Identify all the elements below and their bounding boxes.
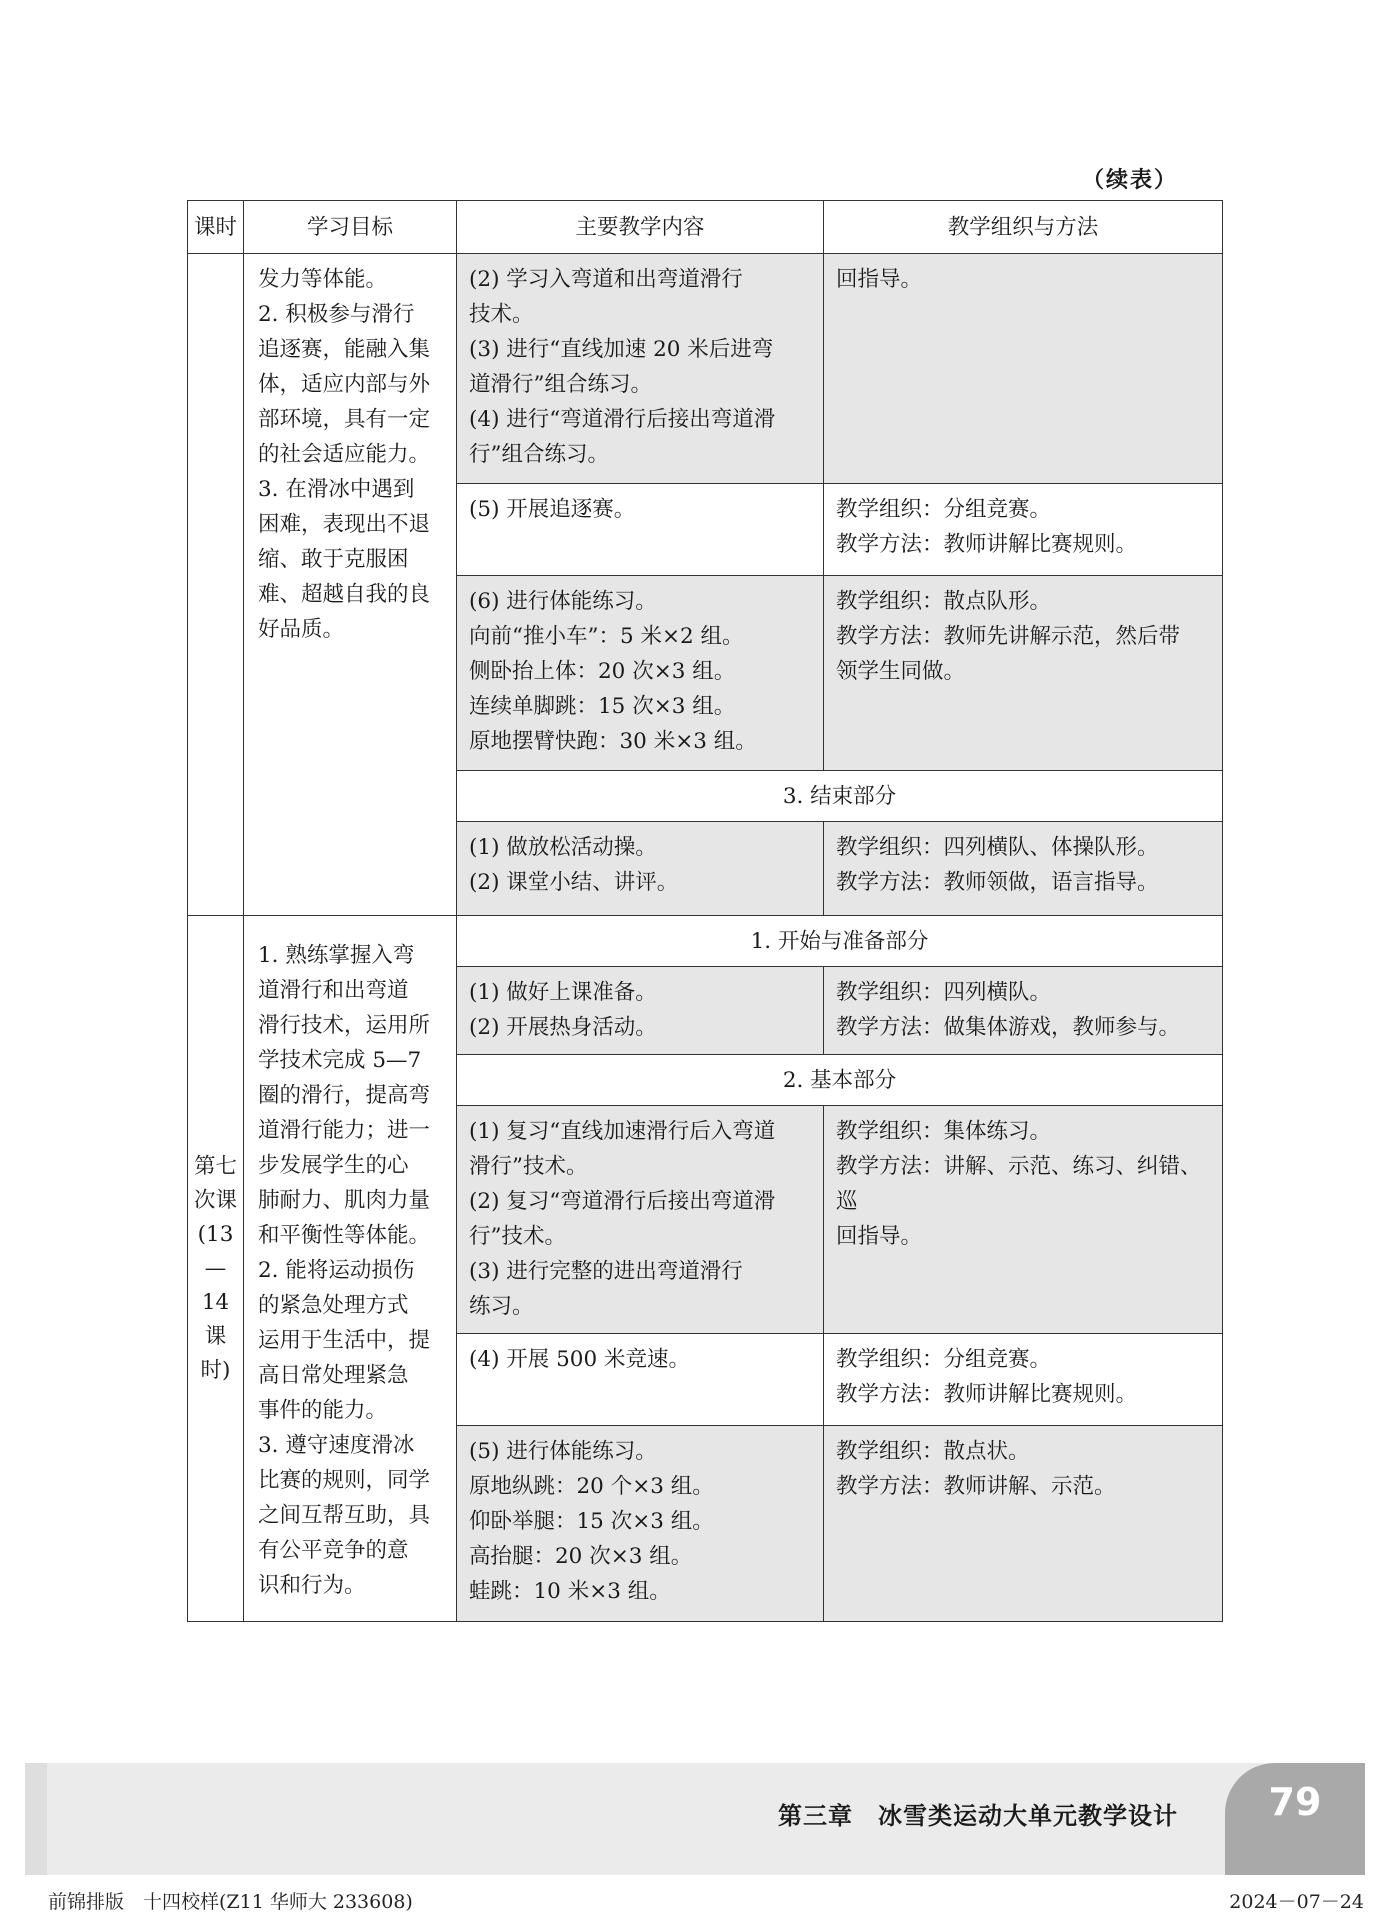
continued-label: （续表） [1081, 168, 1178, 193]
content-cell: (6) 进行体能练习。 向前“推小车”：5 米×2 组。 侧卧抬上体：20 次×3 组。 连续单脚跳：15 次×3 组。 原地摆臂快跑：30 米×3 组。 [457, 576, 824, 771]
period-cell [188, 254, 244, 916]
section-heading-basic: 2. 基本部分 [457, 1055, 1223, 1106]
table-header-row [188, 201, 1223, 254]
section-heading-end: 3. 结束部分 [457, 771, 1223, 822]
header-period: 课时 [188, 201, 244, 254]
header-method: 教学组织与方法 [824, 201, 1223, 254]
content-cell: (1) 复习“直线加速滑行后入弯道 滑行”技术。 (2) 复习“弯道滑行后接出弯道滑 行”技术。 (3) 进行完整的进出弯道滑行 练习。 [457, 1106, 824, 1334]
section-row [188, 916, 1223, 967]
method-cell: 教学组织：散点队形。 教学方法：教师先讲解示范，然后带 领学生同做。 [824, 576, 1223, 771]
content-cell: (2) 学习入弯道和出弯道滑行 技术。 (3) 进行“直线加速 20 米后进弯 道滑行”组合练习。 (4) 进行“弯道滑行后接出弯道滑 行”组合练习。 [457, 254, 824, 484]
print-imprint: 前锦排版 十四校样(Z11 华师大 233608) [48, 1891, 413, 1913]
method-cell: 教学组织：分组竞赛。 教学方法：教师讲解比赛规则。 [824, 1334, 1223, 1426]
method-cell: 教学组织：四列横队、体操队形。 教学方法：教师领做，语言指导。 [824, 822, 1223, 916]
chapter-title: 第三章 冰雪类运动大单元教学设计 [778, 1802, 1178, 1830]
page-number: 79 [1268, 1780, 1322, 1824]
method-cell: 回指导。 [824, 254, 1223, 484]
content-cell: (5) 进行体能练习。 原地纵跳：20 个×3 组。 仰卧举腿：15 次×3 组。 高抬腿：20 次×3 组。 蛙跳：10 米×3 组。 [457, 1426, 824, 1622]
content-cell: (5) 开展追逐赛。 [457, 484, 824, 576]
method-cell: 教学组织：四列横队。 教学方法：做集体游戏，教师参与。 [824, 967, 1223, 1055]
goals-cell: 发力等体能。 2. 积极参与滑行 追逐赛，能融入集 体，适应内部与外 部环境，具有一定 的社会适应能力。 3. 在滑冰中遇到 困难，表现出不退 缩、敢于克服困 难、超越自我的良 好品质。 [244, 254, 457, 916]
goals-cell: 1. 熟练掌握入弯 道滑行和出弯道 滑行技术，运用所 学技术完成 5—7 圈的滑行，提高弯 道滑行能力；进一 步发展学生的心 肺耐力、肌肉力量 和平衡性等体能。 2. 能将运动损伤 的紧急处理方式 运用于生活中，提 高日常处理紧急 事件的能力。 3. 遵守速度滑冰 比赛的规则，同学 之间互帮互助，具 有公平竞争的意 识和行为。 [244, 916, 457, 1622]
method-cell: 教学组织：散点状。 教学方法：教师讲解、示范。 [824, 1426, 1223, 1622]
print-date: 2024－07－24 [1229, 1891, 1364, 1913]
method-cell: 教学组织：分组竞赛。 教学方法：教师讲解比赛规则。 [824, 484, 1223, 576]
header-goals: 学习目标 [244, 201, 457, 254]
header-content: 主要教学内容 [457, 201, 824, 254]
footer-edge [25, 1763, 47, 1875]
content-cell: (1) 做放松活动操。 (2) 课堂小结、讲评。 [457, 822, 824, 916]
content-cell: (4) 开展 500 米竞速。 [457, 1334, 824, 1426]
table-row [188, 254, 1223, 484]
content-cell: (1) 做好上课准备。 (2) 开展热身活动。 [457, 967, 824, 1055]
lesson-plan-table [187, 200, 1223, 1622]
method-cell: 教学组织：集体练习。 教学方法：讲解、示范、练习、纠错、巡 回指导。 [824, 1106, 1223, 1334]
section-heading-start: 1. 开始与准备部分 [457, 916, 1223, 967]
period-cell: 第七 次课 (13— 14 课 时) [188, 916, 244, 1622]
